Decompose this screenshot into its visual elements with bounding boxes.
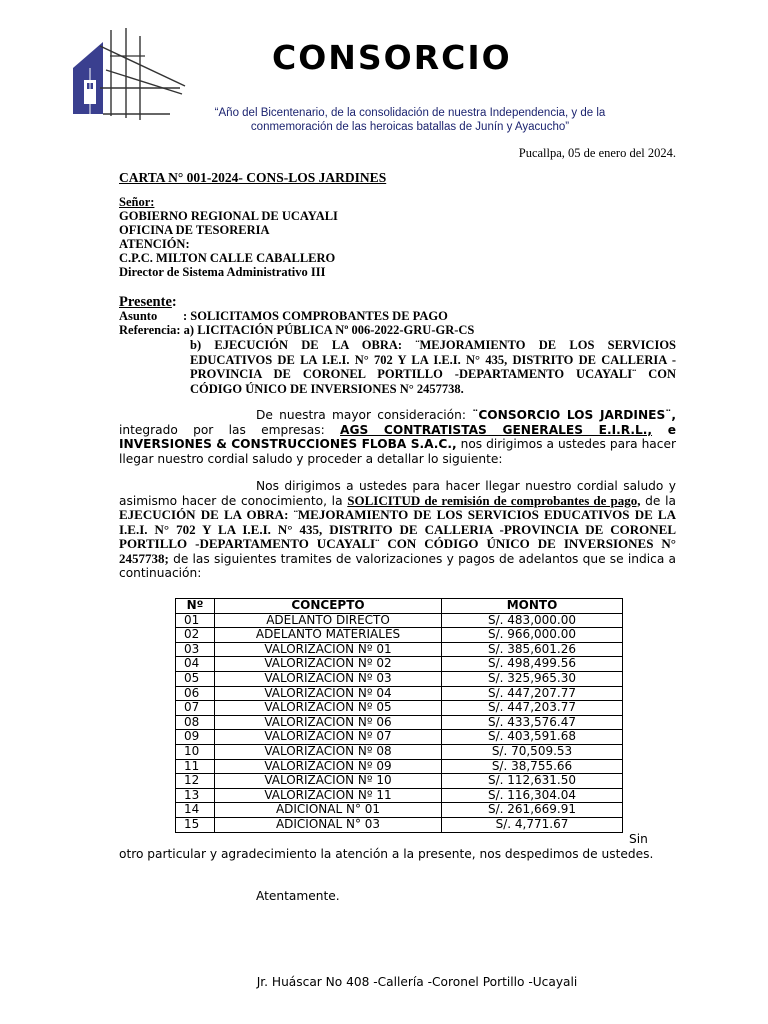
table-row	[176, 744, 623, 759]
letter-number: CARTA N° 001-2024- CONS-LOS JARDINES	[119, 170, 387, 185]
table-row	[176, 701, 623, 716]
row-concept: VALORIZACION Nº 02	[215, 657, 442, 672]
row-number: 04	[176, 657, 215, 672]
consortium-name: ¨CONSORCIO LOS JARDINES¨,	[472, 408, 676, 422]
row-concept: VALORIZACION Nº 03	[215, 671, 442, 686]
table-row	[176, 759, 623, 774]
subject-block	[119, 309, 679, 337]
table-row	[176, 657, 623, 672]
row-amount: S/. 116,304.04	[442, 788, 623, 803]
recipient-line: C.P.C. MILTON CALLE CABALLERO	[119, 251, 336, 265]
table-row	[176, 817, 623, 832]
row-concept: VALORIZACION Nº 01	[215, 642, 442, 657]
row-amount: S/. 498,499.56	[442, 657, 623, 672]
table-row	[176, 613, 623, 628]
subject-label: Asunto	[119, 309, 158, 323]
row-concept: VALORIZACION Nº 09	[215, 759, 442, 774]
footer-address: Jr. Huáscar No 408 -Callería -Coronel Portillo -Ucayali	[256, 975, 578, 989]
recipient-line: GOBIERNO REGIONAL DE UCAYALI	[119, 209, 338, 223]
row-amount: S/. 325,965.30	[442, 671, 623, 686]
row-number: 15	[176, 817, 215, 832]
row-number: 13	[176, 788, 215, 803]
closing-paragraph: otro particular y agradecimiento la atención a la presente, nos despedimos de ustedes.	[119, 847, 654, 861]
row-concept: ADELANTO DIRECTO	[215, 613, 442, 628]
header-number: Nº	[176, 599, 215, 614]
subject-value: : SOLICITAMOS COMPROBANTES DE PAGO	[183, 309, 448, 323]
paragraph-request: Nos dirigimos a ustedes para hacer llegar nuestro cordial saludo y asimismo hacer de conocimiento, la SOLICITUD de remisión de comprobantes de pago, de la EJECUCIÓN DE LA OBRA: ¨MEJORAMIENTO DE LOS SERVICIOS EDUCATIVOS DE LA I.E.I. N° 702 Y LA I.E.I. N° 435, DISTRITO DE CALLERIA -PROVINCIA DE CORONEL PORTILLO -DEPARTAMENTO UCAYALI¨ CON CÓDIGO ÚNICO DE INVERSIONES N° 2457738; de las siguientes tramites de valorizaciones y pagos de adelantos que se indica a continuación:	[119, 479, 676, 580]
closing-sin: Sin	[629, 832, 648, 846]
table-row	[176, 788, 623, 803]
row-number: 06	[176, 686, 215, 701]
row-number: 01	[176, 613, 215, 628]
recipient-salutation: Señor:	[119, 195, 155, 209]
row-concept: ADELANTO MATERIALES	[215, 628, 442, 643]
recipient-line: OFICINA DE TESORERIA	[119, 223, 270, 237]
row-amount: S/. 966,000.00	[442, 628, 623, 643]
row-amount: S/. 70,509.53	[442, 744, 623, 759]
row-concept: VALORIZACION Nº 05	[215, 701, 442, 716]
row-concept: VALORIZACION Nº 11	[215, 788, 442, 803]
paragraph-intro: De nuestra mayor consideración: ¨CONSORCIO LOS JARDINES¨, integrado por las empresas: AGS CONTRATISTAS GENERALES E.I.R.L., e INVERSIONES & CONSTRUCCIONES FLOBA S.A.C., nos dirigimos a ustedes para hacer llegar nuestro cordial saludo y proceder a detallar lo siguiente:	[119, 408, 676, 466]
table-row	[176, 628, 623, 643]
row-amount: S/. 261,669.91	[442, 803, 623, 818]
motto-line-2: conmemoración de las heroicas batallas de Junín y Ayacucho”	[250, 121, 570, 133]
table-row	[176, 671, 623, 686]
company-ags: AGS CONTRATISTAS GENERALES E.I.R.L.,	[340, 422, 653, 437]
row-concept: VALORIZACION Nº 10	[215, 774, 442, 789]
row-number: 12	[176, 774, 215, 789]
row-concept: ADICIONAL N° 01	[215, 803, 442, 818]
house-construction-logo-icon	[70, 28, 188, 120]
letter-date: Pucallpa, 05 de enero del 2024.	[518, 146, 676, 160]
row-number: 14	[176, 803, 215, 818]
motto-line-1: “Año del Bicentenario, de la consolidación de nuestra Independencia, y de la	[214, 107, 606, 119]
table-row	[176, 774, 623, 789]
row-number: 02	[176, 628, 215, 643]
row-concept: VALORIZACION Nº 08	[215, 744, 442, 759]
subject-row	[119, 309, 679, 323]
project-description: EJECUCIÓN DE LA OBRA: ¨MEJORAMIENTO DE LOS SERVICIOS EDUCATIVOS DE LA I.E.I. N° 702 Y LA I.E.I. N° 435, DISTRITO DE CALLERIA -PROVINCIA DE CORONEL PORTILLO -DEPARTAMENTO UCAYALI¨ CON CÓDIGO ÚNICO DE INVERSIONES N° 2457738;	[119, 507, 676, 566]
row-number: 11	[176, 759, 215, 774]
brand-title: CONSORCIO	[272, 38, 512, 77]
row-amount: S/. 4,771.67	[442, 817, 623, 832]
row-number: 09	[176, 730, 215, 745]
motto	[200, 106, 620, 134]
row-amount: S/. 483,000.00	[442, 613, 623, 628]
row-amount: S/. 385,601.26	[442, 642, 623, 657]
row-number: 03	[176, 642, 215, 657]
presente-heading: Presente:	[119, 294, 177, 310]
recipient-block	[119, 195, 338, 279]
reference-b: b) EJECUCIÓN DE LA OBRA: ¨MEJORAMIENTO DE LOS SERVICIOS EDUCATIVOS DE LA I.E.I. N° 702 Y LA I.E.I. N° 435, DISTRITO DE CALLERIA -PROVINCIA DE CORONEL PORTILLO -DEPARTAMENTO UCAYALI¨ CON CÓDIGO ÚNICO DE INVERSIONES N° 2457738.	[190, 338, 676, 396]
request-highlight: SOLICITUD de remisión de comprobantes de pago,	[347, 492, 641, 508]
row-concept: VALORIZACION Nº 04	[215, 686, 442, 701]
company-floba: e INVERSIONES & CONSTRUCCIONES FLOBA S.A.C.,	[119, 422, 676, 451]
table-header-row	[176, 599, 623, 614]
row-amount: S/. 447,207.77	[442, 686, 623, 701]
row-number: 07	[176, 701, 215, 716]
row-amount: S/. 433,576.47	[442, 715, 623, 730]
row-number: 08	[176, 715, 215, 730]
row-concept: VALORIZACION Nº 06	[215, 715, 442, 730]
table-row	[176, 715, 623, 730]
row-concept: ADICIONAL N° 03	[215, 817, 442, 832]
header-amount: MONTO	[442, 599, 623, 614]
table-row	[176, 686, 623, 701]
recipient-line: Director de Sistema Administrativo III	[119, 265, 326, 279]
row-amount: S/. 38,755.66	[442, 759, 623, 774]
row-number: 10	[176, 744, 215, 759]
row-concept: VALORIZACION Nº 07	[215, 730, 442, 745]
table-row	[176, 803, 623, 818]
row-amount: S/. 403,591.68	[442, 730, 623, 745]
row-amount: S/. 447,203.77	[442, 701, 623, 716]
reference-label: Referencia:	[119, 323, 181, 337]
table-row	[176, 730, 623, 745]
row-amount: S/. 112,631.50	[442, 774, 623, 789]
payments-table	[175, 598, 623, 833]
recipient-line: ATENCIÓN:	[119, 237, 190, 251]
reference-a: a) LICITACIÓN PÚBLICA Nº 006-2022-GRU-GR-CS	[183, 323, 475, 337]
table-row	[176, 642, 623, 657]
sign-off: Atentamente.	[256, 889, 340, 903]
reference-row	[119, 323, 679, 337]
row-number: 05	[176, 671, 215, 686]
header-concept: CONCEPTO	[215, 599, 442, 614]
